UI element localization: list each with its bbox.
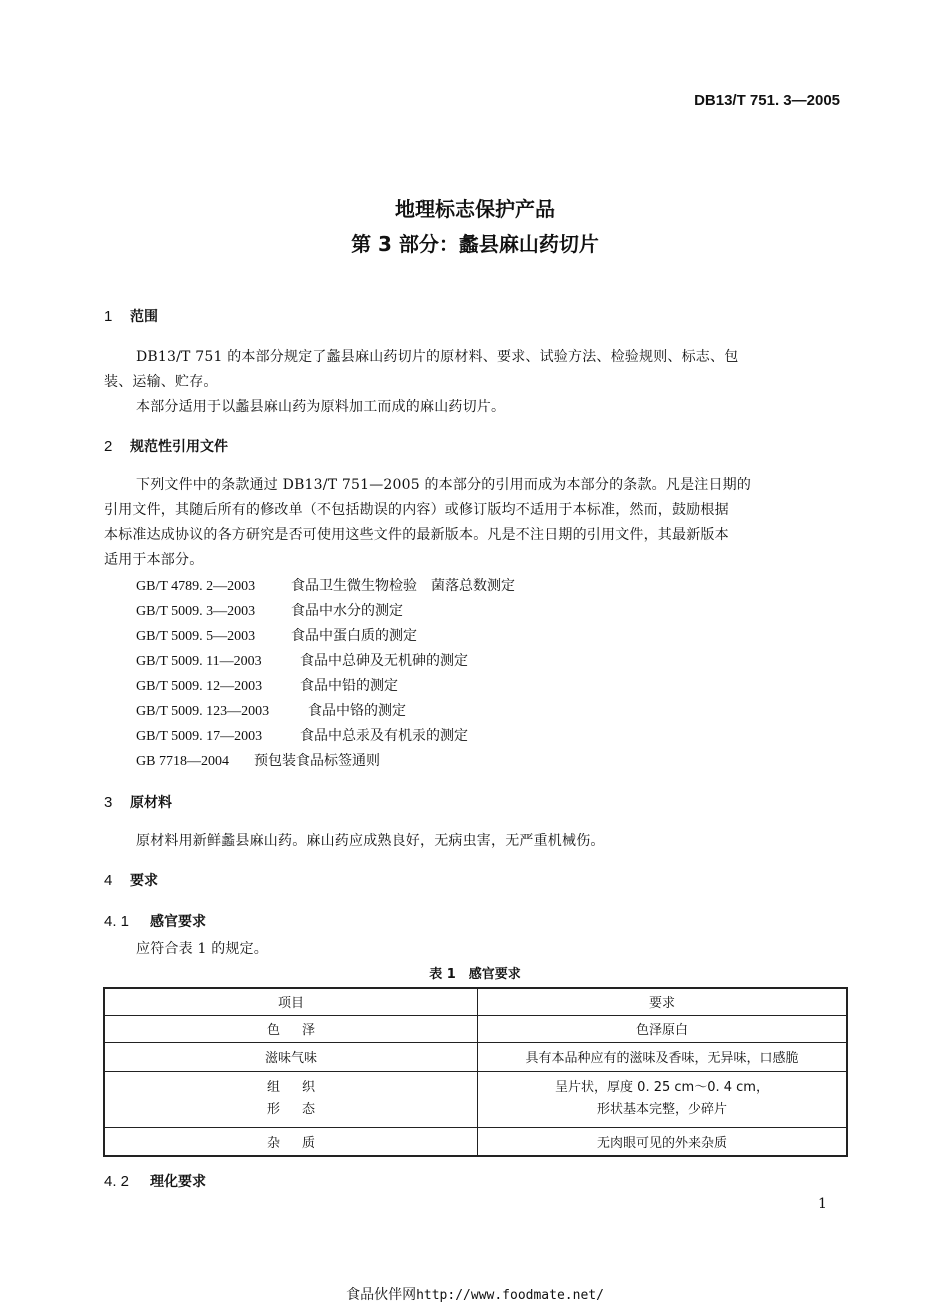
reference-item [136, 675, 398, 695]
reference-item [136, 650, 468, 670]
section-number: 4. 2 [104, 1173, 130, 1190]
reference-id: GB/T 5009. 12—2003 [136, 679, 263, 694]
reference-title: 食品中铬的测定 [308, 703, 406, 719]
section-title: 原材料 [130, 795, 172, 811]
section-2-heading [104, 436, 228, 456]
table-header-item: 项目 [104, 988, 478, 1015]
section-number: 2 [104, 438, 113, 455]
section-3-heading [104, 792, 172, 812]
reference-item [136, 725, 468, 745]
reference-id: GB/T 5009. 123—2003 [136, 704, 270, 719]
table-cell-item [104, 1071, 478, 1127]
table-cell-requirement [478, 1071, 848, 1127]
document-title: 地理标志保护产品 [395, 197, 555, 221]
table-cell-item: 杂质 [104, 1127, 478, 1156]
reference-id: GB/T 5009. 5—2003 [136, 629, 256, 644]
reference-id: GB 7718—2004 [136, 754, 229, 769]
table-cell-requirement: 无肉眼可见的外来杂质 [478, 1127, 848, 1156]
reference-id: GB/T 5009. 17—2003 [136, 729, 263, 744]
section-title: 要求 [130, 873, 158, 889]
table-cell-requirement: 色泽原白 [478, 1015, 848, 1042]
paragraph-line: DB13/T 751 的本部分规定了蠡县麻山药切片的原材料、要求、试验方法、检验规则、标志、包 [136, 349, 739, 365]
table-header-requirement: 要求 [478, 988, 848, 1015]
standard-code: DB13/T 751. 3—2005 [694, 92, 840, 109]
table-row [104, 1015, 847, 1042]
paragraph-line: 本标准达成协议的各方研究是否可使用这些文件的最新版本。凡是不注日期的引用文件，其最新版本 [104, 527, 729, 543]
footer [0, 1284, 950, 1304]
section-title: 感官要求 [150, 914, 206, 930]
section-4-heading [104, 870, 158, 890]
table-header-row [104, 988, 847, 1015]
paragraph-line: 装、运输、贮存。 [104, 374, 218, 390]
section-number: 3 [104, 794, 113, 811]
table-cell-line: 呈片状，厚度 0. 25 cm～0. 4 cm， [555, 1080, 769, 1095]
table-row [104, 1071, 847, 1127]
table-cell-line: 形态 [266, 1102, 337, 1117]
reference-item [136, 600, 403, 620]
table-cell-item: 滋味气味 [104, 1042, 478, 1071]
table-cell-requirement: 具有本品种应有的滋味及香味，无异味，口感脆 [478, 1042, 848, 1071]
sensory-requirements-table [103, 987, 848, 1157]
table-cell-line: 组织 [266, 1080, 337, 1095]
footer-site-name: 食品伙伴网 [346, 1287, 417, 1303]
reference-title: 食品中总砷及无机砷的测定 [300, 653, 468, 669]
section-title: 理化要求 [150, 1174, 206, 1190]
page-number: 1 [818, 1196, 827, 1212]
reference-id: GB/T 5009. 3—2003 [136, 604, 256, 619]
reference-id: GB/T 4789. 2—2003 [136, 579, 256, 594]
table-row [104, 1127, 847, 1156]
section-number: 4 [104, 872, 113, 889]
reference-title: 食品中总汞及有机汞的测定 [300, 728, 468, 744]
reference-title: 食品中蛋白质的测定 [291, 628, 417, 644]
reference-title: 食品中水分的测定 [291, 603, 403, 619]
reference-id: GB/T 5009. 11—2003 [136, 654, 262, 669]
section-4-1-heading [104, 911, 206, 931]
footer-url[interactable]: http://www.foodmate.net/ [416, 1288, 604, 1303]
section-title: 范围 [130, 309, 158, 325]
table-cell-item: 色泽 [104, 1015, 478, 1042]
reference-item [136, 575, 515, 595]
paragraph-line: 原材料用新鲜蠡县麻山药。麻山药应成熟良好，无病虫害，无严重机械伤。 [136, 833, 605, 849]
reference-item [136, 750, 380, 770]
paragraph-line: 应符合表 1 的规定。 [136, 941, 269, 957]
section-number: 4. 1 [104, 913, 130, 930]
paragraph-line: 本部分适用于以蠡县麻山药为原料加工而成的麻山药切片。 [136, 399, 506, 415]
table-caption: 表 1 感官要求 [429, 967, 521, 982]
document-subtitle: 第 3 部分：蠡县麻山药切片 [351, 232, 599, 256]
table-cell-line: 形状基本完整，少碎片 [596, 1102, 727, 1117]
reference-title: 食品卫生微生物检验 菌落总数测定 [291, 578, 515, 594]
paragraph-line: 适用于本部分。 [104, 552, 204, 568]
reference-title: 食品中铅的测定 [300, 678, 398, 694]
reference-item [136, 625, 417, 645]
reference-title: 预包装食品标签通则 [254, 753, 380, 769]
section-1-heading [104, 306, 158, 326]
section-4-2-heading [104, 1171, 206, 1191]
paragraph-line: 下列文件中的条款通过 DB13/T 751—2005 的本部分的引用而成为本部分的条款。凡是注日期的 [136, 477, 752, 493]
paragraph-line: 引用文件，其随后所有的修改单（不包括勘误的内容）或修订版均不适用于本标准，然而，鼓励根据 [104, 502, 729, 518]
reference-item [136, 700, 406, 720]
section-number: 1 [104, 308, 113, 325]
section-title: 规范性引用文件 [130, 439, 228, 455]
table-row [104, 1042, 847, 1071]
